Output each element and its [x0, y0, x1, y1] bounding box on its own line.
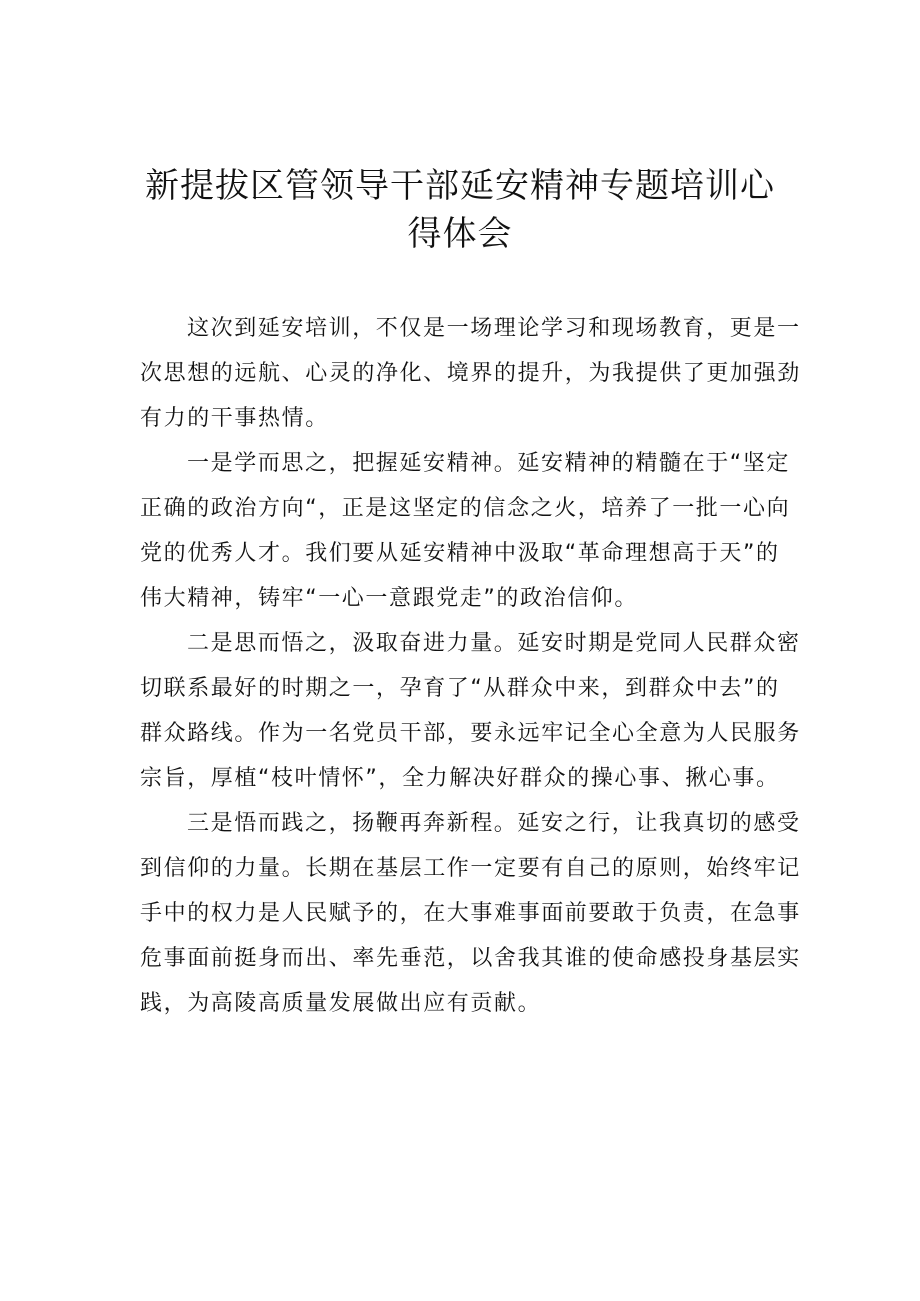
text-line: 一是学而思之，把握延安精神。延安精神的精髓在于“坚定	[187, 451, 790, 476]
text-line: 危事面前挺身而出、率先垂范，以舍我其谁的使命感投身基层实	[140, 946, 801, 971]
paragraph-point-three	[140, 801, 800, 1026]
text-line: 切联系最好的时期之一，孕育了“从群众中来，到群众中去”的	[140, 676, 780, 701]
text-line: 二是思而悟之，汲取奋进力量。延安时期是党同人民群众密	[187, 631, 801, 656]
text-line: 手中的权力是人民赋予的，在大事难事面前要敢于负责，在急事	[140, 901, 801, 926]
document-body	[140, 306, 800, 1026]
paragraph-point-one	[140, 441, 800, 621]
title-line: 得体会	[407, 214, 513, 254]
text-line: 伟大精神，铸牢“一心一意跟党走”的政治信仰。	[140, 586, 638, 611]
paragraph-point-two	[140, 621, 800, 801]
text-line: 宗旨，厚植“枝叶情怀”，全力解决好群众的操心事、揪心事。	[140, 766, 780, 791]
text-line: 有力的干事热情。	[140, 406, 329, 431]
text-line: 群众路线。作为一名党员干部，要永远牢记全心全意为人民服务	[140, 721, 801, 746]
document-title	[140, 162, 780, 258]
title-line: 新提拔区管领导干部延安精神专题培训心	[145, 166, 775, 206]
text-line: 三是悟而践之，扬鞭再奔新程。延安之行，让我真切的感受	[187, 811, 801, 836]
text-line: 践，为高陵高质量发展做出应有贡献。	[140, 991, 542, 1016]
text-line: 到信仰的力量。长期在基层工作一定要有自己的原则，始终牢记	[140, 856, 801, 881]
paragraph-intro	[140, 306, 800, 441]
text-line: 这次到延安培训，不仅是一场理论学习和现场教育，更是一	[187, 316, 801, 341]
text-line: 党的优秀人才。我们要从延安精神中汲取“革命理想高于天”的	[140, 541, 780, 566]
text-line: 次思想的远航、心灵的净化、境界的提升，为我提供了更加强劲	[140, 361, 801, 386]
text-line: 正确的政治方向“，正是这坚定的信念之火，培养了一批一心向	[140, 496, 791, 521]
